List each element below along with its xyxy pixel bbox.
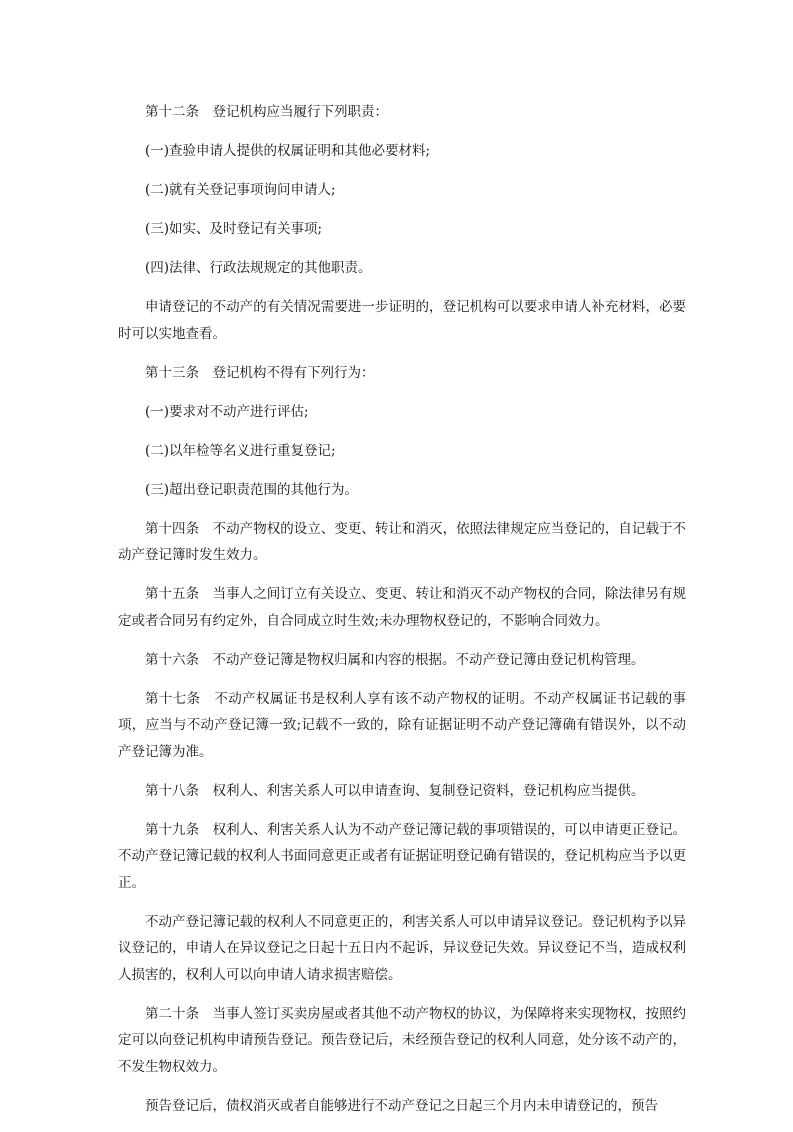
article-13-item-1: (一)要求对不动产进行评估;	[145, 403, 309, 420]
article-19-paragraph-2: 不动产登记簿记载的权利人不同意更正的，利害关系人可以申请异议登记。登记机构予以异议登记的，申请人在异议登记之日起十五日内不起诉，异议登记失效。异议登记不当，造成权利人损害的，权利人可以向申请人请求损害赔偿。	[118, 913, 686, 983]
article-15: 第十五条 当事人之间订立有关设立、变更、转让和消灭不动产物权的合同，除法律另有规定或者合同另有约定外，自合同成立时生效;未办理物权登记的，不影响合同效力。	[118, 586, 686, 629]
article-12-heading: 第十二条 登记机构应当履行下列职责：	[145, 104, 388, 120]
article-14: 第十四条 不动产物权的设立、变更、转让和消灭，依照法律规定应当登记的，自记载于不动产登记簿时发生效力。	[118, 520, 686, 563]
document-page	[118, 99, 686, 1132]
article-12-item-3: (三)如实、及时登记有关事项;	[145, 221, 323, 237]
article-12-item-1: (一)查验申请人提供的权属证明和其他必要材料;	[145, 143, 431, 159]
article-17: 第十七条 不动产权属证书是权利人享有该不动产物权的证明。不动产权属证书记载的事项，应当与不动产登记簿一致;记载不一致的，除有证据证明不动产登记簿确有错误外，以不动产登记簿为准。	[118, 690, 686, 760]
article-12-item-4: (四)法律、行政法规规定的其他职责。	[145, 260, 372, 276]
article-20: 第二十条 当事人签订买卖房屋或者其他不动产物权的协议，为保障将来实现物权，按照约定可以向登记机构申请预告登记。预告登记后，未经预告登记的权利人同意，处分该不动产的，不发生物权效力。	[118, 1005, 686, 1075]
article-13-heading: 第十三条 登记机构不得有下列行为：	[145, 364, 375, 381]
article-18: 第十八条 权利人、利害关系人可以申请查询、复制登记资料，登记机构应当提供。	[145, 782, 645, 799]
article-16: 第十六条 不动产登记簿是物权归属和内容的根据。不动产登记簿由登记机构管理。	[145, 651, 645, 668]
article-12-item-2: (二)就有关登记事项询问申请人;	[145, 182, 336, 198]
article-12-paragraph-2: 申请登记的不动产的有关情况需要进一步证明的，登记机构可以要求申请人补充材料，必要时可以实地查看。	[118, 299, 686, 342]
article-20-paragraph-2: 预告登记后，债权消灭或者自能够进行不动产登记之日起三个月内未申请登记的，预告	[145, 1097, 658, 1114]
article-13-item-2: (二)以年检等名义进行重复登记;	[145, 442, 336, 459]
article-13-item-3: (三)超出登记职责范围的其他行为。	[145, 481, 359, 498]
article-19: 第十九条 权利人、利害关系人认为不动产登记簿记载的事项错误的，可以申请更正登记。不动产登记簿记载的权利人书面同意更正或者有证据证明登记确有错误的，登记机构应当予以更正。	[118, 821, 686, 891]
